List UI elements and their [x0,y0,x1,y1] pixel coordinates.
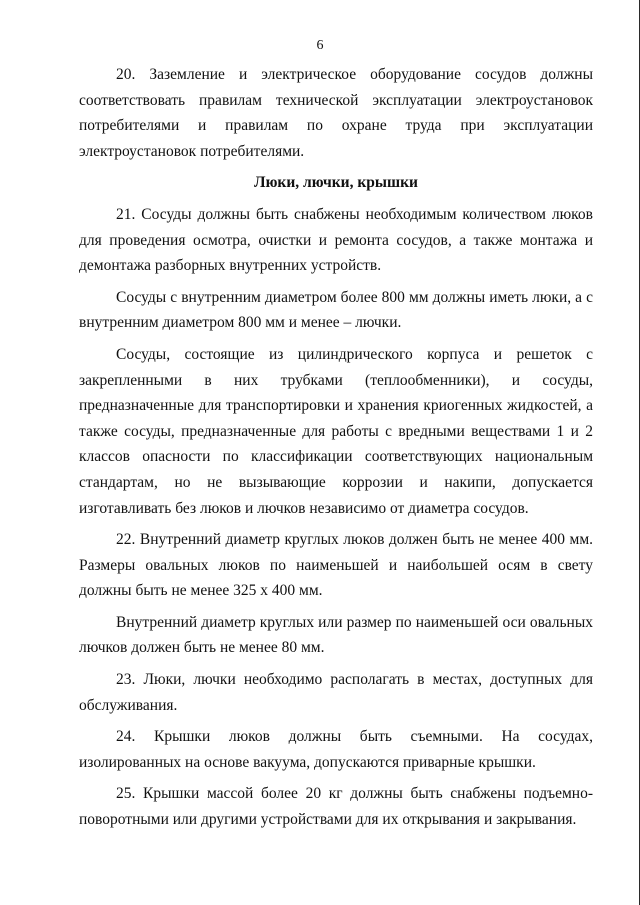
paragraph-22-small-hatches: Внутренний диаметр круглых или размер по наименьшей оси овальных лючков должен быть не менее 80 мм. [79,613,593,657]
paragraph-22: 22. Внутренний диаметр круглых люков должен быть не менее 400 мм. Размеры овальных люков по наименьшей и наибольшей осям в свету должны быть не менее 325 х 400 мм. [79,531,593,600]
paragraph-25: 25. Крышки массой более 20 кг должны быть снабжены подъемно-поворотными или другими устройствами для их открывания и закрывания. [79,785,593,829]
paragraph-21-diameter: Сосуды с внутренним диаметром более 800 мм должны иметь люки, а с внутренним диаметром 800 мм и менее – лючки. [79,288,593,332]
paragraph-21: 21. Сосуды должны быть снабжены необходимым количеством люков для проведения осмотра, очистки и ремонта сосудов, а также монтажа и демонтажа разборных внутренних устройств. [79,205,593,275]
paragraph-24: 24. Крышки люков должны быть съемными. На сосудах, изолированных на основе вакуума, допускаются приварные крышки. [79,728,593,771]
paragraph-23: 23. Люки, лючки необходимо располагать в местах, доступных для обслуживания. [79,671,593,714]
paragraph-21-exceptions: Сосуды, состоящие из цилиндрического корпуса и решеток с закрепленными в них трубками (теплообменники), и сосуды, предназначенные для транспортировки и хранения криогенных жидкостей, а также сосуды, предназначенные для работы с вредными веществами 1 и 2 классов опасности по классификации соответствующих национальным стандартам, но не вызывающие коррозии и накипи, допускается изготавливать без люков и лючков независимо от диаметра сосудов. [79,345,593,517]
page-number: 6 [316,38,324,53]
section-heading: Люки, лючки, крышки [254,174,418,192]
paragraph-20: 20. Заземление и электрическое оборудование сосудов должны соответствовать правилам технической эксплуатации электроустановок потребителями и правилам по охране труда при эксплуатации электроустановок потребителями. [79,66,593,160]
document-body [79,62,593,839]
